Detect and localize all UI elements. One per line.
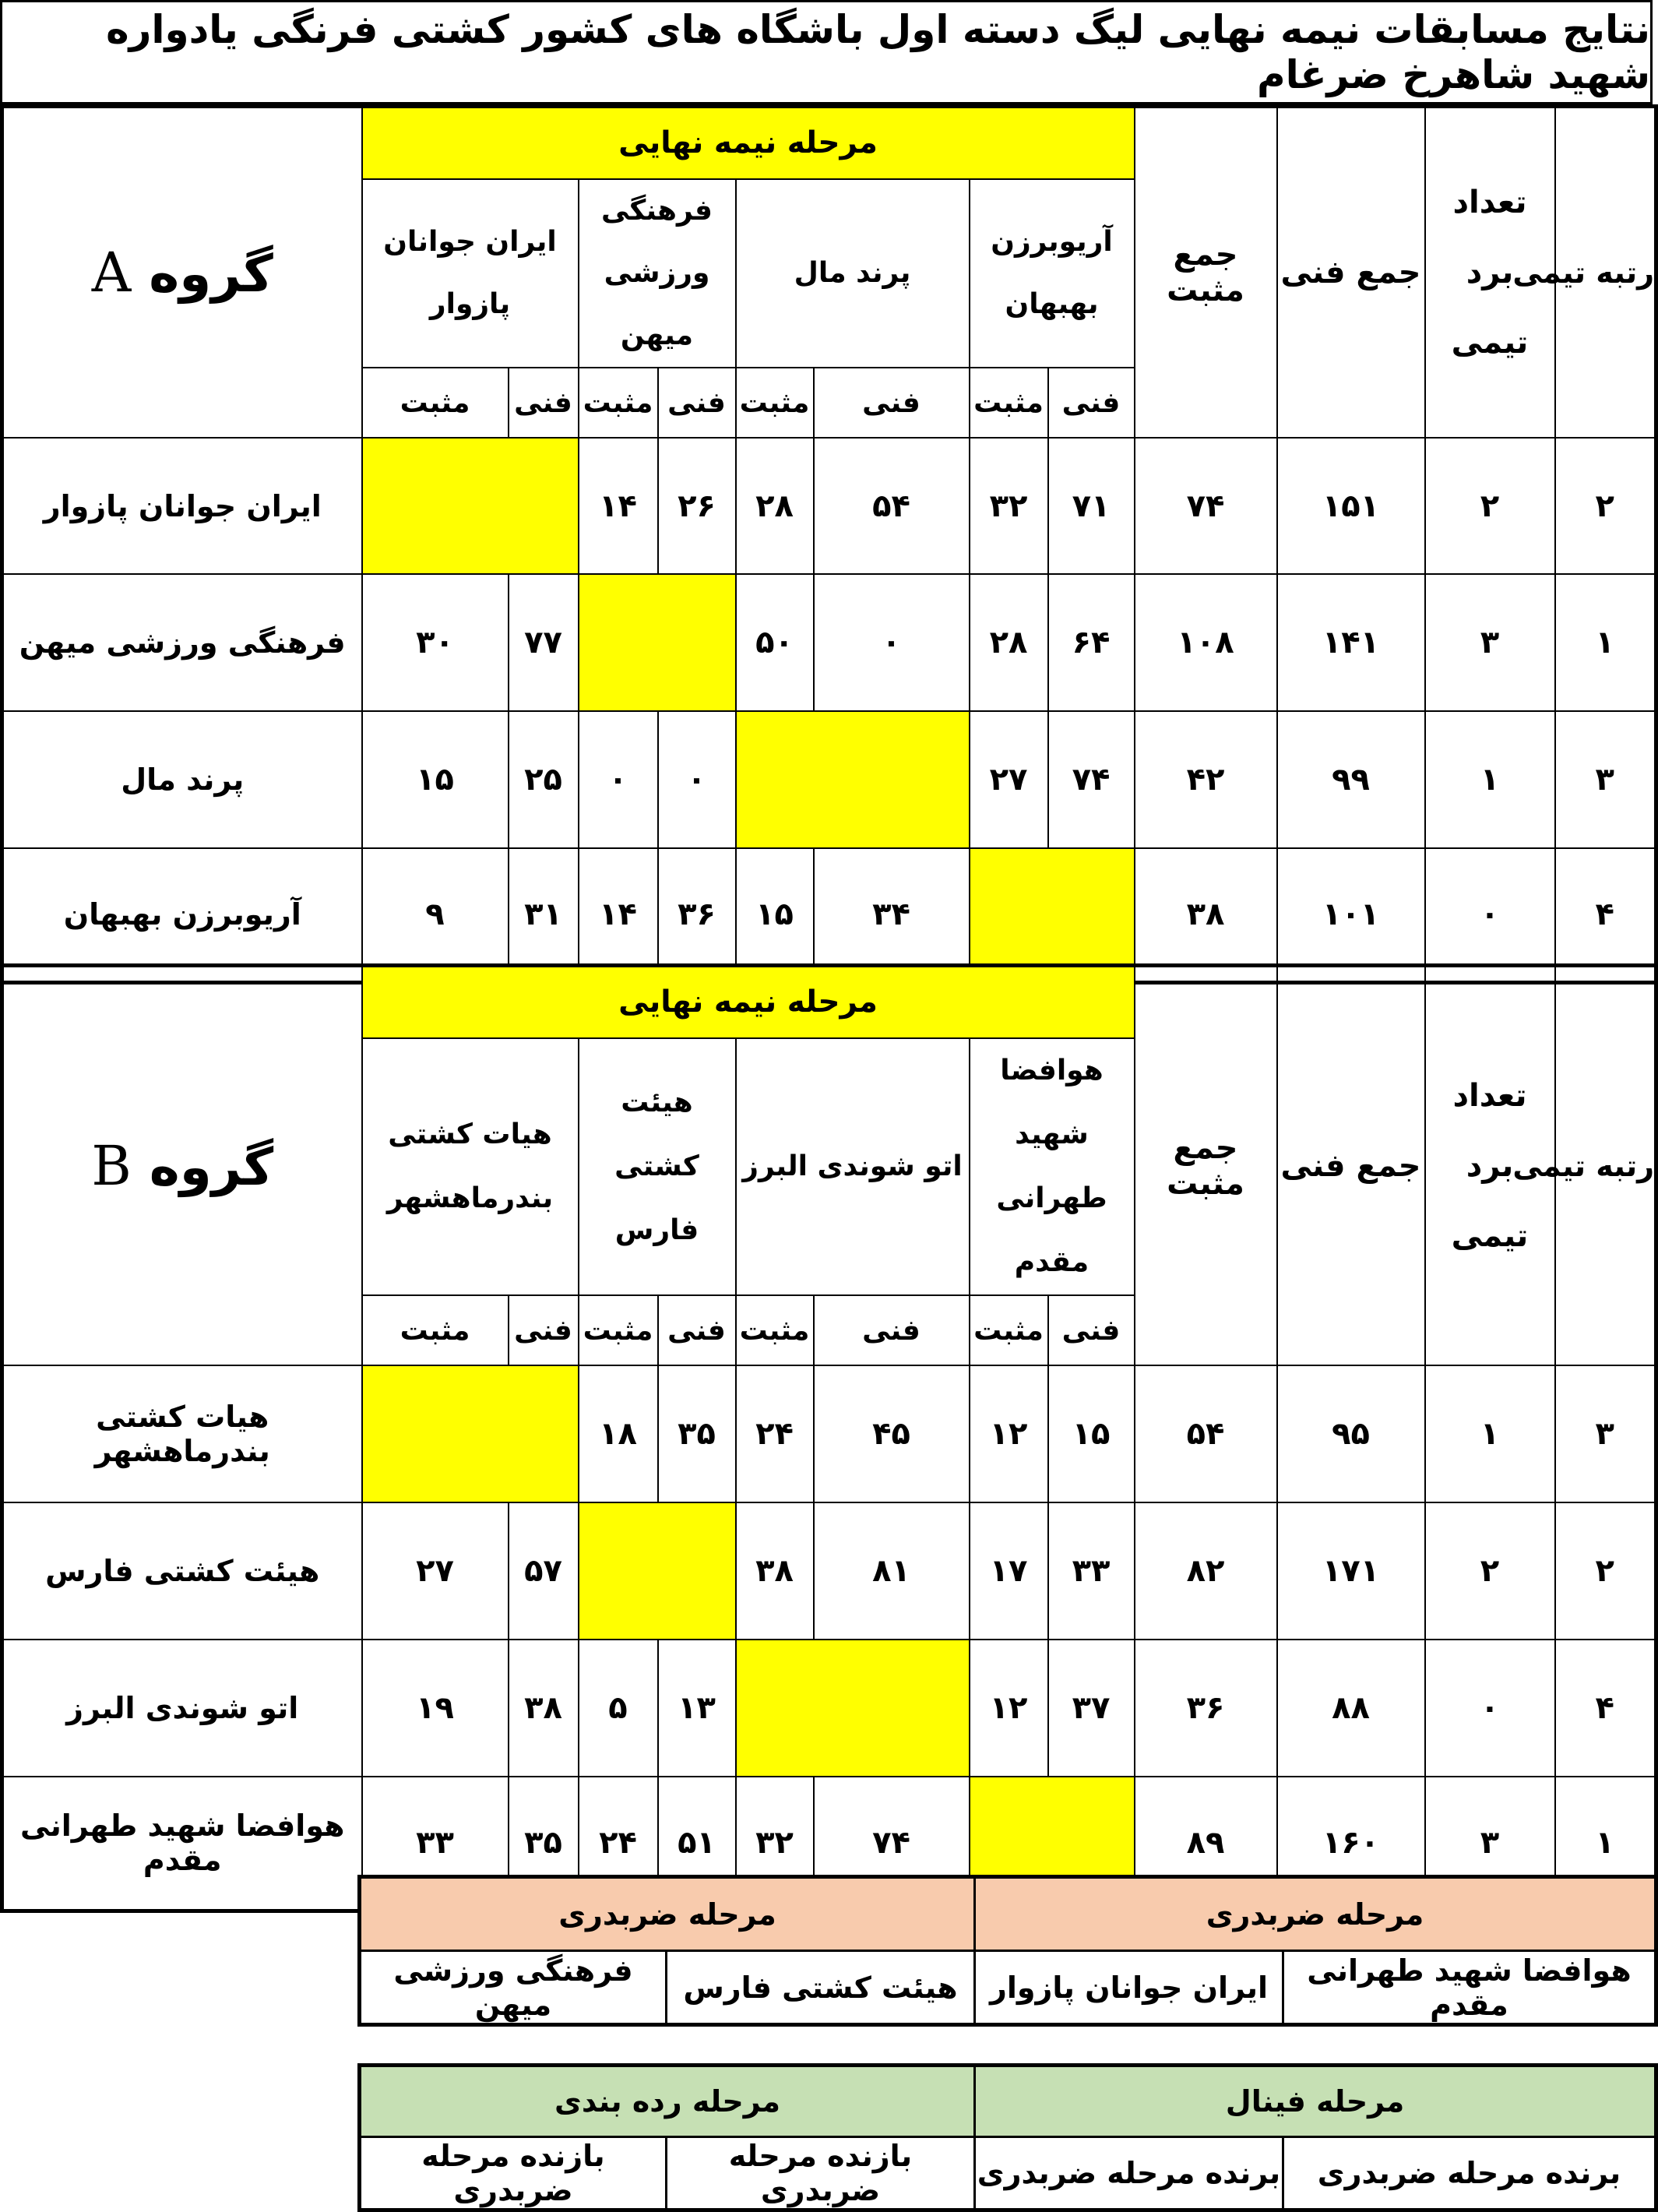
- score-cell: ۱۳: [658, 1640, 736, 1777]
- score-cell: ۲۷: [362, 1502, 509, 1640]
- score-cell: ۸۱: [814, 1502, 970, 1640]
- opponent-header-2: [736, 1038, 970, 1295]
- score-cell: ۶۴: [1048, 574, 1135, 711]
- score-cell: ۲۷: [970, 711, 1048, 848]
- opponent-header-3: [579, 1038, 736, 1295]
- crossover-header-left: مرحله ضربدری: [360, 1877, 975, 1951]
- score-cell: ۳۰: [362, 574, 509, 711]
- rank-cell: ۴: [1555, 1640, 1656, 1777]
- crossover-header-right: مرحله ضربدری: [975, 1877, 1656, 1951]
- positive-subheader: مثبت: [970, 368, 1048, 438]
- rank-cell: ۲: [1555, 1502, 1656, 1640]
- tech-total-cell: ۹۵: [1277, 1365, 1425, 1502]
- group-letter: B: [91, 1134, 132, 1198]
- rank-cell: ۳: [1555, 1365, 1656, 1502]
- wins-cell: ۰: [1425, 1640, 1555, 1777]
- team-name: هیات کشتی بندرماهشهر: [2, 1365, 362, 1502]
- wins-header-line2: تیمی: [1451, 325, 1529, 361]
- opponent-line1: فرهنگی: [601, 195, 713, 227]
- team-name: هیئت کشتی فارس: [2, 1502, 362, 1640]
- score-cell: ۱۲: [970, 1640, 1048, 1777]
- positive-subheader: مثبت: [362, 368, 509, 438]
- tech-total-cell: ۱۵۱: [1277, 438, 1425, 574]
- technical-subheader: فنی: [509, 1295, 579, 1365]
- wins-header-line2: تیمی: [1451, 1218, 1529, 1254]
- table-row: [2, 1365, 1656, 1502]
- tech-total-cell: ۱۰۱: [1277, 848, 1425, 982]
- rank-cell: ۱: [1555, 1777, 1656, 1911]
- score-cell: ۵۷: [509, 1502, 579, 1640]
- pos-total-cell: ۳۸: [1135, 848, 1277, 982]
- pos-total-cell: ۸۲: [1135, 1502, 1277, 1640]
- opponent-header-1: [970, 179, 1135, 368]
- team-name: فرهنگی ورزشی میهن: [2, 574, 362, 711]
- score-cell: ۵۴: [814, 438, 970, 574]
- technical-subheader: فنی: [658, 368, 736, 438]
- opponent-header-4: [362, 179, 579, 368]
- score-cell: ۷۴: [1048, 711, 1135, 848]
- opponent-line1: هوافضا شهید: [1000, 1055, 1104, 1150]
- score-cell: ۲۶: [658, 438, 736, 574]
- wins-cell: ۳: [1425, 1777, 1555, 1911]
- self-match-cell: [736, 711, 970, 848]
- opponent-header-4: [362, 1038, 579, 1295]
- final-slot: برنده مرحله ضربدری: [1283, 2137, 1656, 2210]
- score-cell: ۲۴: [736, 1365, 814, 1502]
- wins-cell: ۱: [1425, 1365, 1555, 1502]
- wins-cell: ۰: [1425, 848, 1555, 982]
- stage-header: مرحله نیمه نهایی: [362, 107, 1135, 180]
- wins-header-line1: تعداد برد: [1452, 185, 1527, 291]
- tech-total-cell: ۱۴۱: [1277, 574, 1425, 711]
- score-cell: ۳۳: [362, 1777, 509, 1911]
- wins-cell: ۲: [1425, 438, 1555, 574]
- finals-table: [357, 2063, 1658, 2212]
- score-cell: ۳۳: [1048, 1502, 1135, 1640]
- score-cell: ۱۹: [362, 1640, 509, 1777]
- crossover-table: [357, 1875, 1658, 2027]
- rank-header: رتبه تیمی: [1555, 966, 1656, 1366]
- score-cell: ۳۲: [736, 1777, 814, 1911]
- wins-cell: ۲: [1425, 1502, 1555, 1640]
- self-match-cell: [736, 1640, 970, 1777]
- technical-subheader: فنی: [658, 1295, 736, 1365]
- wins-cell: ۳: [1425, 574, 1555, 711]
- table-row: [2, 1640, 1656, 1777]
- group-letter: A: [91, 241, 132, 305]
- tech-total-cell: ۸۸: [1277, 1640, 1425, 1777]
- tech-total-cell: ۹۹: [1277, 711, 1425, 848]
- positive-subheader: مثبت: [736, 1295, 814, 1365]
- score-cell: ۴۵: [814, 1365, 970, 1502]
- tech-total-cell: ۱۶۰: [1277, 1777, 1425, 1911]
- table-row: [2, 848, 1656, 982]
- rank-cell: ۲: [1555, 438, 1656, 574]
- score-cell: ۷۴: [814, 1777, 970, 1911]
- score-cell: ۲۸: [970, 574, 1048, 711]
- positive-subheader: مثبت: [579, 1295, 658, 1365]
- score-cell: ۵: [579, 1640, 658, 1777]
- score-cell: ۱۸: [579, 1365, 658, 1502]
- score-cell: ۰: [658, 711, 736, 848]
- pos-total-header: جمع مثبت: [1135, 966, 1277, 1366]
- positive-subheader: مثبت: [579, 368, 658, 438]
- opponent-line1: پرند مال: [794, 257, 911, 289]
- pos-total-cell: ۵۴: [1135, 1365, 1277, 1502]
- score-cell: ۵۱: [658, 1777, 736, 1911]
- score-cell: ۲۵: [509, 711, 579, 848]
- technical-subheader: فنی: [1048, 1295, 1135, 1365]
- team-name: آریوبرزن بهبهان: [2, 848, 362, 982]
- pos-total-cell: ۴۲: [1135, 711, 1277, 848]
- score-cell: ۱۴: [579, 848, 658, 982]
- score-cell: ۳۴: [814, 848, 970, 982]
- score-cell: ۱۵: [1048, 1365, 1135, 1502]
- pos-total-header: جمع مثبت: [1135, 107, 1277, 439]
- rank-cell: ۱: [1555, 574, 1656, 711]
- opponent-line2: طهرانی مقدم: [996, 1182, 1107, 1278]
- score-cell: ۷۷: [509, 574, 579, 711]
- wins-cell: ۱: [1425, 711, 1555, 848]
- group-a-table: [0, 104, 1658, 984]
- tech-total-cell: ۱۷۱: [1277, 1502, 1425, 1640]
- opponent-line1: هیات کشتی: [388, 1118, 552, 1150]
- table-row: [2, 438, 1656, 574]
- group-b-table: [0, 963, 1658, 1913]
- score-cell: ۷۱: [1048, 438, 1135, 574]
- score-cell: ۳۵: [509, 1777, 579, 1911]
- technical-subheader: فنی: [1048, 368, 1135, 438]
- classification-slot: بازنده مرحله ضربدری: [667, 2137, 975, 2210]
- opponent-line2: پازوار: [429, 288, 511, 320]
- opponent-header-2: [736, 179, 970, 368]
- self-match-cell: [362, 438, 579, 574]
- opponent-line2: فارس: [614, 1214, 699, 1246]
- score-cell: ۳۲: [970, 438, 1048, 574]
- self-match-cell: [970, 848, 1135, 982]
- team-name: پرند مال: [2, 711, 362, 848]
- score-cell: ۰: [814, 574, 970, 711]
- rank-cell: ۴: [1555, 848, 1656, 982]
- tech-total-header: جمع فنی: [1277, 107, 1425, 439]
- final-slot: برنده مرحله ضربدری: [975, 2137, 1283, 2210]
- score-cell: ۳۶: [658, 848, 736, 982]
- score-cell: ۱۵: [362, 711, 509, 848]
- score-cell: ۱۴: [579, 438, 658, 574]
- group-a-label: [2, 107, 362, 439]
- score-cell: ۲۴: [579, 1777, 658, 1911]
- technical-subheader: فنی: [814, 368, 970, 438]
- group-word: گروه: [149, 1137, 274, 1197]
- score-cell: ۱۲: [970, 1365, 1048, 1502]
- classification-slot: بازنده مرحله ضربدری: [360, 2137, 667, 2210]
- pos-total-cell: ۸۹: [1135, 1777, 1277, 1911]
- positive-subheader: مثبت: [736, 368, 814, 438]
- crossover-team: فرهنگی ورزشی میهن: [360, 1951, 667, 2025]
- rank-cell: ۳: [1555, 711, 1656, 848]
- score-cell: ۵۰: [736, 574, 814, 711]
- technical-subheader: فنی: [814, 1295, 970, 1365]
- score-cell: ۱۵: [736, 848, 814, 982]
- pos-total-cell: ۱۰۸: [1135, 574, 1277, 711]
- wins-header-line1: تعداد برد: [1452, 1078, 1527, 1184]
- stage-header: مرحله نیمه نهایی: [362, 966, 1135, 1039]
- crossover-team: ایران جوانان پازوار: [975, 1951, 1283, 2025]
- final-header: مرحله فینال: [975, 2066, 1656, 2137]
- crossover-team: هیئت کشتی فارس: [667, 1951, 975, 2025]
- crossover-team: هوافضا شهید طهرانی مقدم: [1283, 1951, 1656, 2025]
- score-cell: ۱۷: [970, 1502, 1048, 1640]
- page-title: نتایج مسابقات نیمه نهایی لیگ دسته اول باشگاه های کشور کشتی فرنگی یادواره شهید شاهرخ ضرغام: [0, 0, 1653, 104]
- score-cell: ۳۸: [736, 1502, 814, 1640]
- technical-subheader: فنی: [509, 368, 579, 438]
- opponent-line2: بندرماهشهر: [386, 1182, 554, 1214]
- score-cell: ۹: [362, 848, 509, 982]
- opponent-line1: ایران جوانان: [383, 226, 557, 258]
- group-word: گروه: [149, 244, 273, 304]
- table-row: [2, 1502, 1656, 1640]
- table-row: [2, 574, 1656, 711]
- group-b-label: [2, 966, 362, 1366]
- score-cell: ۳۸: [509, 1640, 579, 1777]
- table-row: [2, 711, 1656, 848]
- tech-total-header: جمع فنی: [1277, 966, 1425, 1366]
- score-cell: ۰: [579, 711, 658, 848]
- self-match-cell: [362, 1365, 579, 1502]
- classification-header: مرحله رده بندی: [360, 2066, 975, 2137]
- opponent-line1: آریوبرزن: [991, 226, 1113, 258]
- rank-header: رتبه تیمی: [1555, 107, 1656, 439]
- positive-subheader: مثبت: [970, 1295, 1048, 1365]
- opponent-line2: بهبهان: [1005, 288, 1099, 320]
- score-cell: ۳۵: [658, 1365, 736, 1502]
- opponent-header-1: [970, 1038, 1135, 1295]
- opponent-header-3: [579, 179, 736, 368]
- score-cell: ۳۷: [1048, 1640, 1135, 1777]
- team-name: هوافضا شهید طهرانی مقدم: [2, 1777, 362, 1911]
- pos-total-cell: ۷۴: [1135, 438, 1277, 574]
- pos-total-cell: ۳۶: [1135, 1640, 1277, 1777]
- score-cell: ۲۸: [736, 438, 814, 574]
- self-match-cell: [579, 1502, 736, 1640]
- score-cell: ۳۱: [509, 848, 579, 982]
- opponent-line1: هیئت کشتی: [614, 1087, 699, 1182]
- opponent-line2: ورزشی میهن: [604, 257, 710, 351]
- opponent-line1: اتو شوندی البرز: [742, 1150, 963, 1182]
- positive-subheader: مثبت: [362, 1295, 509, 1365]
- team-name: ایران جوانان پازوار: [2, 438, 362, 574]
- self-match-cell: [579, 574, 736, 711]
- team-name: اتو شوندی البرز: [2, 1640, 362, 1777]
